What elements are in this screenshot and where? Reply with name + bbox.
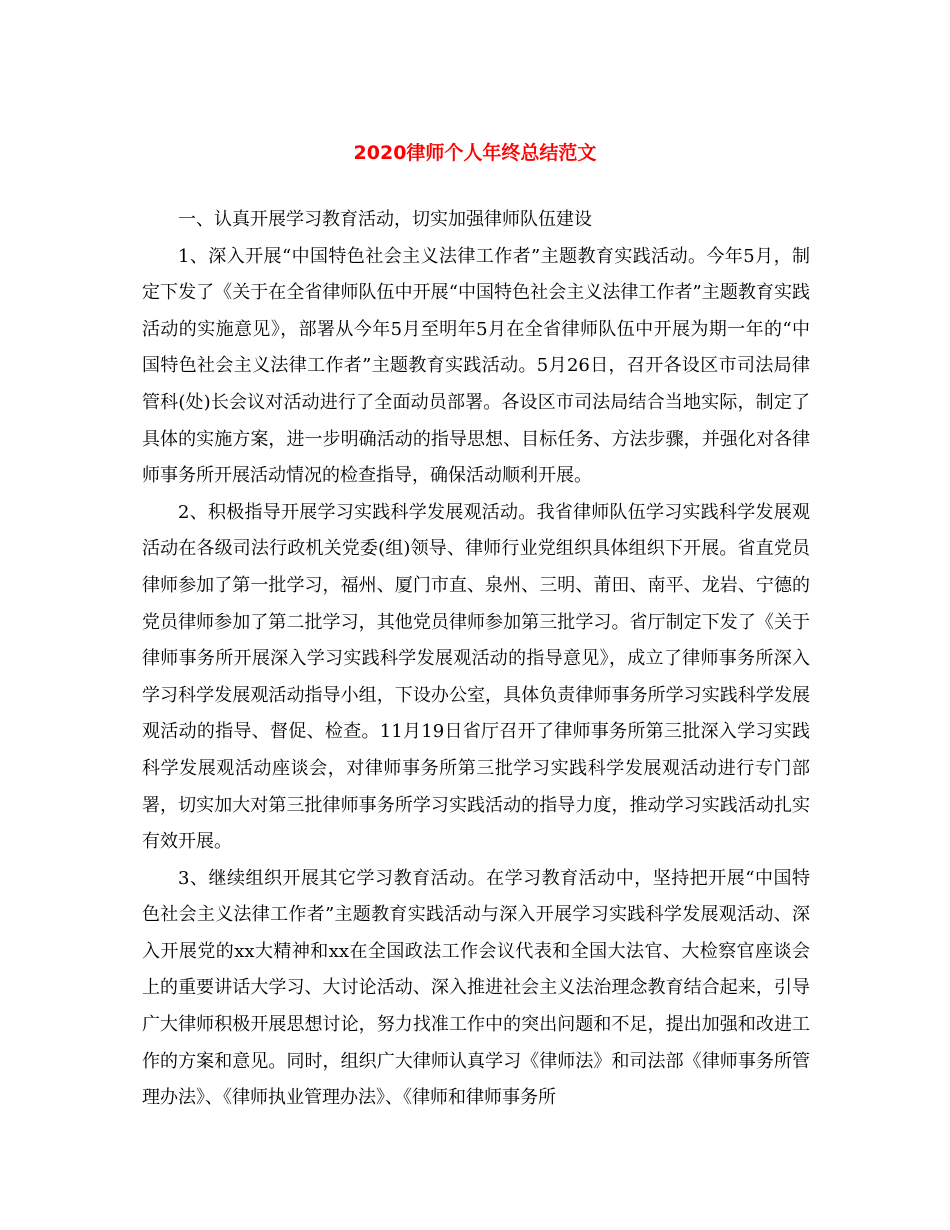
paragraph-3: 3、继续组织开展其它学习教育活动。在学习教育活动中，坚持把开展“中国特色社会主义法律工作者”主题教育实践活动与深入开展学习实践科学发展观活动、深入开展党的xx大精神和xx在全国政法工作会议代表和全国大法官、大检察官座谈会上的重要讲话大学习、大讨论活动、深入推进社会主义法治理念教育结合起来，引导广大律师积极开展思想讨论，努力找准工作中的突出问题和不足，提出加强和改进工作的方案和意见。同时，组织广大律师认真学习《律师法》和司法部《律师事务所管理办法》、《律师执业管理办法》、《律师和律师事务所 bbox=[142, 867, 810, 1109]
document-body bbox=[142, 202, 810, 1117]
paragraph-2: 2、积极指导开展学习实践科学发展观活动。我省律师队伍学习实践科学发展观活动在各级司法行政机关党委(组)领导、律师行业党组织具体组织下开展。省直党员律师参加了第一批学习，福州、厦门市直、泉州、三明、莆田、南平、龙岩、宁德的党员律师参加了第二批学习，其他党员律师参加第三批学习。省厅制定下发了《关于律师事务所开展深入学习实践科学发展观活动的指导意见》，成立了律师事务所深入学习科学发展观活动指导小组，下设办公室，具体负责律师事务所学习实践科学发展观活动的指导、督促、检查。11月19日省厅召开了律师事务所第三批深入学习实践科学发展观活动座谈会，对律师事务所第三批学习实践科学发展观活动进行专门部署，切实加大对第三批律师事务所学习实践活动的指导力度，推动学习实践活动扎实有效开展。 bbox=[142, 501, 810, 853]
paragraph-1: 1、深入开展“中国特色社会主义法律工作者”主题教育实践活动。今年5月，制定下发了《关于在全省律师队伍中开展“中国特色社会主义法律工作者”主题教育实践活动的实施意见》，部署从今年5月至明年5月在全省律师队伍中开展为期一年的“中国特色社会主义法律工作者”主题教育实践活动。5月26日，召开各设区市司法局律管科(处)长会议对活动进行了全面动员部署。各设区市司法局结合当地实际，制定了具体的实施方案，进一步明确活动的指导思想、目标任务、方法步骤，并强化对各律师事务所开展活动情况的检查指导，确保活动顺利开展。 bbox=[142, 245, 810, 487]
section-heading: 一、认真开展学习教育活动，切实加强律师队伍建设 bbox=[178, 209, 592, 230]
page-title: 2020律师个人年终总结范文 bbox=[353, 142, 597, 164]
